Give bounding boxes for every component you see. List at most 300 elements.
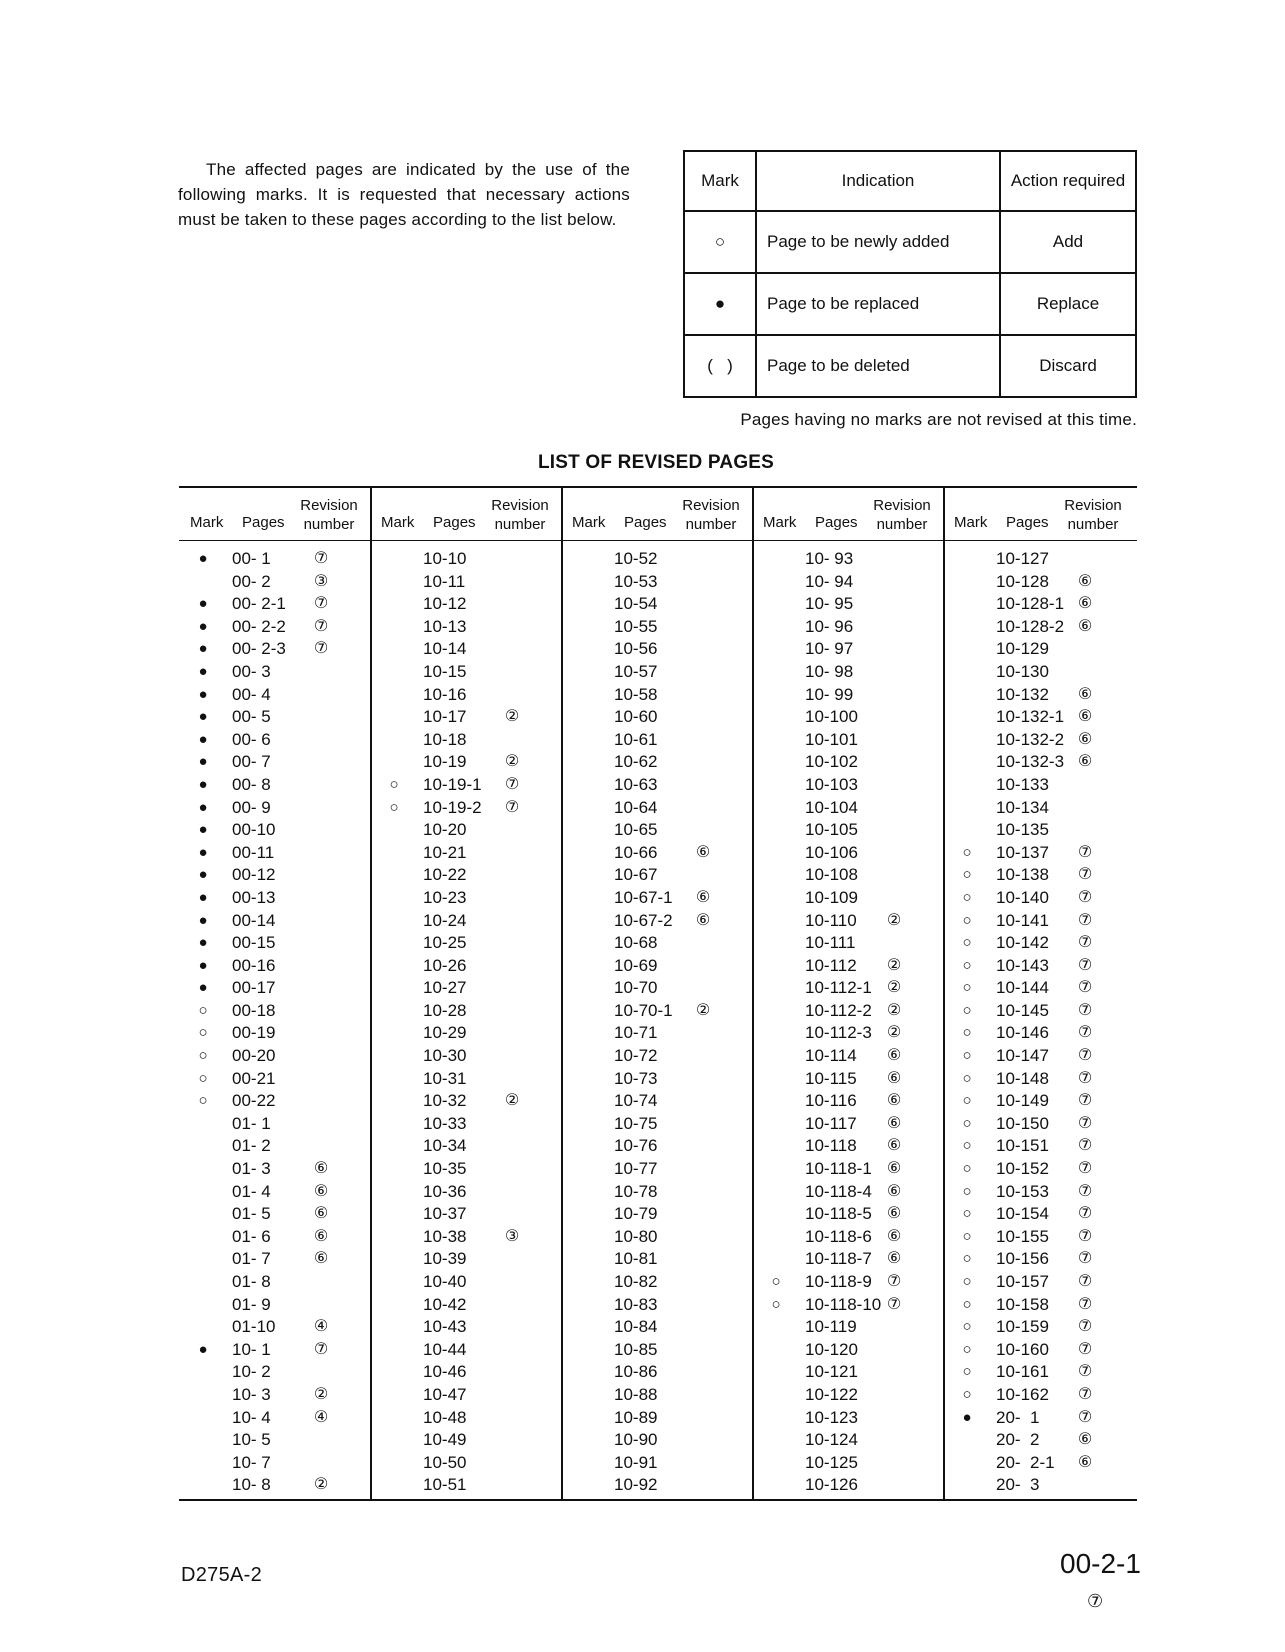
- entry-page: 10-40: [423, 1272, 467, 1291]
- entry-mark: ●: [198, 911, 208, 929]
- entry-revision: ⑦: [1077, 888, 1093, 906]
- entry-mark: ○: [962, 979, 972, 997]
- entry-revision: ⑦: [1077, 843, 1093, 861]
- entry-revision: ⑦: [1077, 956, 1093, 974]
- entry-page: 10-118-7: [805, 1249, 872, 1269]
- list-item: [371, 864, 560, 887]
- list-item: [371, 1158, 560, 1181]
- list-item: [180, 638, 369, 661]
- list-item: [753, 887, 942, 910]
- list-item: [180, 1158, 369, 1181]
- header-revision: Revision number: [300, 497, 358, 533]
- list-bottom-rule: [179, 1499, 1137, 1501]
- entry-revision: ⑦: [1077, 1114, 1093, 1132]
- entry-page: 10-20: [423, 820, 467, 840]
- list-item: [944, 1384, 1133, 1407]
- list-item: [562, 1113, 751, 1136]
- entry-page: 10-30: [423, 1046, 467, 1066]
- list-item: [180, 977, 369, 1000]
- list-item: [944, 661, 1133, 684]
- entry-revision: ⑦: [313, 550, 329, 567]
- entry-mark: ●: [198, 1340, 208, 1358]
- entry-page: 10-152: [996, 1159, 1049, 1179]
- entry-revision: ⑦: [1077, 1385, 1093, 1403]
- list-item: [371, 1407, 560, 1430]
- list-item: [180, 1090, 369, 1113]
- entry-page: 10-39: [423, 1249, 467, 1269]
- list-item: [371, 1384, 560, 1407]
- entry-page: 10-120: [805, 1339, 858, 1359]
- entry-page: 00- 9: [232, 797, 271, 817]
- list-item: [371, 684, 560, 707]
- entry-page: 10-103: [805, 774, 858, 794]
- entry-page: 10-55: [614, 616, 658, 636]
- entry-revision: ④: [313, 1408, 329, 1426]
- entry-revision: ②: [504, 1092, 520, 1110]
- list-item: [562, 842, 751, 865]
- list-item: [753, 842, 942, 865]
- entry-page: 10-155: [996, 1226, 1049, 1246]
- entry-page: 10-64: [614, 797, 658, 817]
- list-item: [371, 774, 560, 797]
- entry-page: 10-151: [996, 1136, 1049, 1156]
- list-item: [180, 1181, 369, 1204]
- list-item: [562, 729, 751, 752]
- entry-mark: ○: [389, 775, 399, 793]
- entry-mark: ○: [962, 1092, 972, 1110]
- list-item: [944, 1158, 1133, 1181]
- list-item: [944, 616, 1133, 639]
- list-item: [944, 774, 1133, 797]
- entry-revision: ⑦: [313, 640, 329, 658]
- list-item: [944, 1361, 1133, 1384]
- entry-page: 01- 3: [232, 1159, 271, 1179]
- entry-revision: ②: [886, 911, 902, 929]
- list-item: [180, 1316, 369, 1339]
- entry-page: 10-53: [614, 571, 658, 591]
- entry-page: 10-79: [614, 1204, 658, 1224]
- no-mark-note: Pages having no marks are not revised at this time.: [740, 410, 1137, 429]
- entry-page: 10-143: [996, 955, 1049, 975]
- list-item: [180, 1045, 369, 1068]
- list-item: [180, 1203, 369, 1226]
- list-item: [753, 977, 942, 1000]
- header-pages: Pages: [624, 514, 667, 531]
- entry-mark: ○: [962, 1114, 972, 1132]
- entry-revision: ⑦: [313, 595, 329, 613]
- entry-mark: ●: [198, 595, 208, 613]
- column-header: [180, 488, 369, 542]
- entry-revision: ⑥: [1077, 595, 1093, 613]
- pages-rows: [562, 548, 751, 1497]
- list-item: [371, 887, 560, 910]
- entry-page: 10-121: [805, 1362, 858, 1382]
- entry-page: 10- 93: [805, 549, 854, 568]
- entry-revision: ⑥: [886, 1205, 902, 1223]
- entry-revision: ⑥: [1077, 572, 1093, 590]
- entry-revision: ②: [695, 1001, 711, 1019]
- list-item: [944, 1248, 1133, 1271]
- list-item: [562, 751, 751, 774]
- list-item: [371, 1181, 560, 1204]
- entry-page: 10-118-9: [805, 1272, 872, 1291]
- entry-page: 10-130: [996, 661, 1049, 681]
- entry-mark: ○: [962, 1340, 972, 1358]
- list-item: [180, 1248, 369, 1271]
- entry-page: 00- 5: [232, 707, 271, 727]
- entry-mark: ●: [198, 888, 208, 906]
- list-item: [180, 1294, 369, 1317]
- entry-page: 00-17: [232, 978, 276, 998]
- list-item: [753, 593, 942, 616]
- list-item: [753, 1181, 942, 1204]
- entry-page: 10-28: [423, 1000, 467, 1020]
- entry-page: 10-116: [805, 1091, 857, 1111]
- list-item: [944, 1090, 1133, 1113]
- entry-page: 00-20: [232, 1046, 276, 1066]
- page-number: 00-2-1: [1060, 1548, 1141, 1579]
- header-mark: Mark: [954, 514, 988, 531]
- list-item: [753, 1384, 942, 1407]
- entry-page: 10-22: [423, 865, 467, 885]
- entry-page: 10-42: [423, 1294, 467, 1314]
- list-item: [753, 548, 942, 571]
- entry-page: 00- 7: [232, 752, 271, 772]
- list-title: LIST OF REVISED PAGES: [537, 452, 775, 473]
- list-item: [944, 1271, 1133, 1294]
- list-item: [371, 977, 560, 1000]
- entry-page: 10-71: [614, 1023, 658, 1043]
- entry-page: 00-13: [232, 887, 276, 907]
- list-item: [753, 751, 942, 774]
- entry-page: 00-11: [232, 842, 275, 862]
- entry-page: 00-21: [232, 1068, 276, 1088]
- entry-page: 10-57: [614, 661, 658, 681]
- list-item: [753, 571, 942, 594]
- list-item: [180, 932, 369, 955]
- entry-page: 10-117: [805, 1113, 857, 1133]
- entry-page: 10-159: [996, 1317, 1049, 1337]
- entry-mark: ●: [198, 617, 208, 635]
- entry-page: 10-61: [614, 729, 658, 749]
- entry-page: 01- 7: [232, 1249, 271, 1269]
- intro-paragraph: The affected pages are indicated by the use of the following marks. It is requested that necessary actions must be taken to these pages according to the list below.: [178, 160, 630, 229]
- list-item: [371, 1294, 560, 1317]
- entry-page: 10-133: [996, 774, 1049, 794]
- entry-page: 10-32: [423, 1091, 467, 1111]
- list-item: [944, 1181, 1133, 1204]
- entry-revision: ⑦: [504, 798, 520, 816]
- legend-action-delete: Discard: [1000, 335, 1136, 397]
- list-item: [562, 1181, 751, 1204]
- entry-revision: ⑥: [886, 1160, 902, 1178]
- list-item: [753, 1090, 942, 1113]
- header-mark: Mark: [381, 514, 415, 531]
- entry-revision: ⑦: [1077, 1137, 1093, 1155]
- entry-page: 10- 4: [232, 1407, 271, 1427]
- entry-revision: ②: [504, 753, 520, 771]
- list-item: [944, 797, 1133, 820]
- legend-mark-delete: ( ): [684, 335, 756, 397]
- entry-mark: ○: [962, 1069, 972, 1087]
- header-revision: Revision number: [682, 497, 740, 533]
- list-item: [180, 1000, 369, 1023]
- list-item: [562, 887, 751, 910]
- entry-page: 00-19: [232, 1023, 276, 1043]
- header-pages: Pages: [242, 514, 285, 531]
- entry-page: 10-128-2: [996, 616, 1065, 636]
- list-item: [753, 774, 942, 797]
- entry-revision: ⑥: [886, 1069, 902, 1087]
- list-item: [562, 616, 751, 639]
- entry-mark: ●: [198, 640, 208, 658]
- list-item: [944, 729, 1133, 752]
- entry-revision: ⑥: [313, 1250, 329, 1268]
- list-item: [180, 842, 369, 865]
- entry-page: 01-10: [232, 1317, 276, 1337]
- list-item: [944, 1203, 1133, 1226]
- entry-revision: ⑥: [313, 1160, 329, 1178]
- entry-page: 10-81: [614, 1249, 658, 1269]
- list-item: [944, 932, 1133, 955]
- list-item: [562, 1452, 751, 1475]
- entry-revision: ⑥: [695, 888, 711, 906]
- list-item: [562, 1361, 751, 1384]
- list-item: [562, 1271, 751, 1294]
- entry-mark: ○: [962, 1295, 972, 1313]
- entry-page: 10-86: [614, 1362, 658, 1382]
- list-item: [753, 638, 942, 661]
- list-item: [180, 1407, 369, 1430]
- list-item: [562, 1384, 751, 1407]
- entry-page: 10-49: [423, 1430, 467, 1450]
- header-pages: Pages: [433, 514, 476, 531]
- entry-page: 20- 2: [996, 1430, 1040, 1450]
- entry-page: 10-118-4: [805, 1181, 872, 1201]
- entry-page: 10-153: [996, 1181, 1049, 1201]
- entry-page: 10-23: [423, 887, 467, 907]
- entry-mark: ●: [198, 843, 208, 861]
- entry-page: 10-19: [423, 752, 467, 772]
- entry-page: 10-14: [423, 639, 467, 659]
- entry-mark: ○: [198, 1092, 208, 1110]
- entry-page: 00-12: [232, 865, 276, 885]
- entry-revision: ⑥: [1077, 1453, 1093, 1471]
- entry-revision: ⑦: [1077, 1408, 1093, 1426]
- entry-page: 10-76: [614, 1136, 658, 1156]
- list-item: [562, 910, 751, 933]
- entry-page: 01- 2: [232, 1136, 271, 1156]
- list-item: [562, 1045, 751, 1068]
- list-item: [371, 1429, 560, 1452]
- entry-page: 10-19-2: [423, 797, 482, 817]
- header-pages: Pages: [1006, 514, 1049, 531]
- list-item: [180, 1022, 369, 1045]
- entry-page: 20- 1: [996, 1407, 1040, 1427]
- entry-revision: ⑦: [313, 617, 329, 635]
- entry-page: 10-147: [996, 1046, 1049, 1066]
- entry-page: 10-112-3: [805, 1023, 872, 1043]
- entry-page: 10- 2: [232, 1362, 271, 1382]
- list-item: [944, 751, 1133, 774]
- entry-page: 10-160: [996, 1339, 1049, 1359]
- entry-mark: ●: [198, 708, 208, 726]
- entry-page: 10-84: [614, 1317, 658, 1337]
- entry-page: 10-70-1: [614, 1000, 673, 1020]
- list-item: [753, 955, 942, 978]
- list-item: [371, 661, 560, 684]
- legend-mark-add: ○: [684, 211, 756, 273]
- entry-page: 10-85: [614, 1339, 658, 1359]
- list-item: [753, 1271, 942, 1294]
- pages-column-4: [753, 488, 942, 1495]
- entry-page: 10- 99: [805, 684, 854, 704]
- list-item: [371, 593, 560, 616]
- entry-page: 10-24: [423, 910, 467, 930]
- entry-mark: ○: [962, 1047, 972, 1065]
- list-item: [944, 1294, 1133, 1317]
- entry-revision: ⑦: [886, 1295, 902, 1313]
- entry-page: 00- 3: [232, 661, 271, 681]
- entry-page: 10-106: [805, 842, 858, 862]
- entry-page: 10-16: [423, 684, 467, 704]
- entry-page: 00-16: [232, 955, 276, 975]
- entry-page: 10-162: [996, 1384, 1049, 1404]
- entry-page: 10-112: [805, 955, 857, 975]
- list-item: [180, 706, 369, 729]
- entry-revision: ⑦: [1077, 934, 1093, 952]
- entry-page: 10-72: [614, 1046, 658, 1066]
- list-item: [753, 1429, 942, 1452]
- list-item: [753, 706, 942, 729]
- header-mark: Mark: [572, 514, 606, 531]
- entry-page: 10-51: [423, 1475, 467, 1495]
- legend-header-indication: Indication: [756, 151, 1000, 211]
- list-item: [753, 819, 942, 842]
- entry-mark: ●: [198, 821, 208, 839]
- entry-revision: ⑦: [1077, 1295, 1093, 1313]
- header-pages: Pages: [815, 514, 858, 531]
- list-item: [371, 1474, 560, 1497]
- list-item: [180, 887, 369, 910]
- list-item: [753, 1316, 942, 1339]
- list-item: [371, 1135, 560, 1158]
- entry-mark: ○: [962, 956, 972, 974]
- entry-mark: ○: [962, 1363, 972, 1381]
- entry-page: 10-118-6: [805, 1226, 872, 1246]
- entry-page: 10-88: [614, 1384, 658, 1404]
- entry-page: 00- 4: [232, 684, 271, 704]
- list-item: [371, 1000, 560, 1023]
- entry-page: 00- 6: [232, 729, 271, 749]
- entry-revision: ⑦: [1077, 911, 1093, 929]
- entry-page: 10- 8: [232, 1475, 271, 1495]
- entry-page: 10-128: [996, 571, 1049, 591]
- legend-mark-replace: ●: [684, 273, 756, 335]
- entry-revision: ⑥: [886, 1092, 902, 1110]
- entry-mark: ○: [962, 1227, 972, 1245]
- entry-mark: ●: [198, 866, 208, 884]
- list-item: [944, 684, 1133, 707]
- entry-page: 10-26: [423, 955, 467, 975]
- entry-revision: ⑥: [1077, 730, 1093, 748]
- list-item: [562, 1429, 751, 1452]
- entry-page: 10-12: [423, 594, 467, 614]
- list-item: [562, 955, 751, 978]
- list-item: [371, 842, 560, 865]
- entry-page: 10- 1: [232, 1339, 271, 1359]
- list-item: [180, 774, 369, 797]
- entry-page: 10-11: [423, 571, 466, 591]
- entry-page: 10-80: [614, 1226, 658, 1246]
- entry-page: 10-63: [614, 774, 658, 794]
- entry-page: 10-50: [423, 1452, 467, 1472]
- list-item: [180, 1452, 369, 1475]
- entry-revision: ②: [313, 1385, 329, 1403]
- list-item: [753, 684, 942, 707]
- page-revision-mark: ⑦: [1087, 1591, 1104, 1611]
- entry-mark: ○: [962, 888, 972, 906]
- list-item: [180, 1113, 369, 1136]
- entry-page: 00- 2-3: [232, 639, 286, 659]
- list-item: [371, 1452, 560, 1475]
- entry-mark: ○: [771, 1295, 781, 1313]
- entry-revision: ⑦: [1077, 1340, 1093, 1358]
- entry-revision: ⑥: [313, 1205, 329, 1223]
- entry-revision: ②: [886, 979, 902, 997]
- list-item: [753, 1135, 942, 1158]
- entry-revision: ③: [504, 1227, 520, 1245]
- header-mark: Mark: [763, 514, 797, 531]
- list-item: [371, 616, 560, 639]
- list-item: [371, 955, 560, 978]
- list-item: [562, 819, 751, 842]
- entry-page: 00-15: [232, 933, 276, 953]
- entry-page: 20- 2-1: [996, 1452, 1055, 1472]
- entry-page: 10-73: [614, 1068, 658, 1088]
- list-item: [562, 1158, 751, 1181]
- list-item: [753, 910, 942, 933]
- header-mark: Mark: [190, 514, 224, 531]
- column-header: [371, 488, 560, 542]
- legend-indication-delete: Page to be deleted: [756, 335, 1000, 397]
- entry-mark: ●: [198, 550, 208, 567]
- entry-page: 10-104: [805, 797, 858, 817]
- entry-page: 10-68: [614, 933, 658, 953]
- list-item: [562, 977, 751, 1000]
- list-item: [944, 1339, 1133, 1362]
- entry-page: 10-48: [423, 1407, 467, 1427]
- entry-revision: ⑥: [1077, 1431, 1093, 1449]
- list-item: [944, 593, 1133, 616]
- list-item: [371, 706, 560, 729]
- list-item: [371, 1068, 560, 1091]
- entry-page: 00- 1: [232, 549, 271, 568]
- list-item: [753, 797, 942, 820]
- list-item: [180, 797, 369, 820]
- list-item: [180, 955, 369, 978]
- column-header: [562, 488, 751, 542]
- list-item: [562, 1000, 751, 1023]
- list-item: [944, 1068, 1133, 1091]
- entry-revision: ②: [313, 1476, 329, 1494]
- list-item: [944, 706, 1133, 729]
- list-item: [562, 1022, 751, 1045]
- list-item: [371, 910, 560, 933]
- list-item: [180, 1226, 369, 1249]
- list-item: [753, 616, 942, 639]
- header-revision: Revision number: [1064, 497, 1122, 533]
